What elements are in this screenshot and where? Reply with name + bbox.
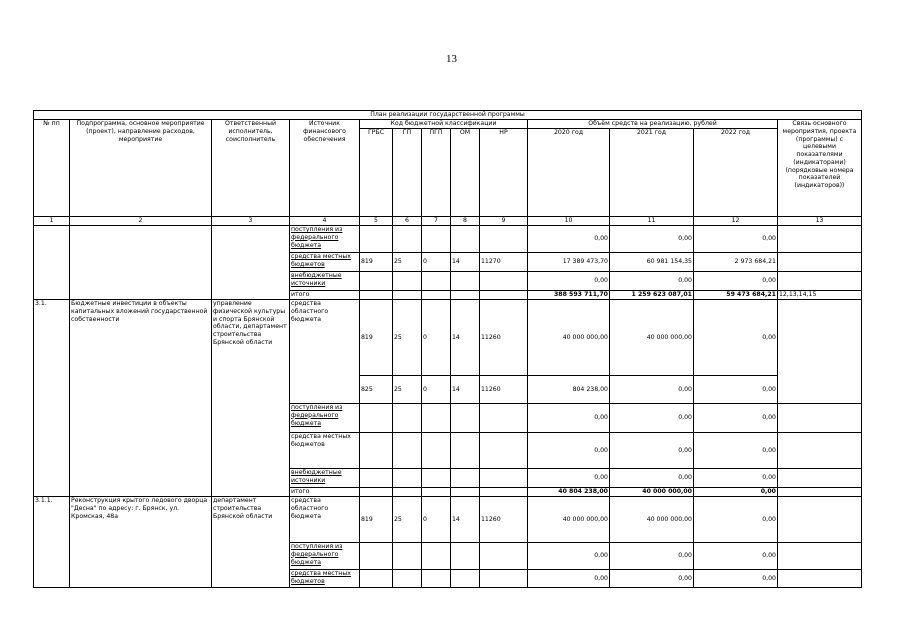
row-pgp: 0 (422, 497, 451, 543)
row-2022: 2 973 684,21 (694, 253, 778, 272)
row-2020: 40 000 000,00 (528, 300, 610, 376)
row-2020: 40 804 238,00 (528, 488, 610, 497)
column-number: 13 (778, 217, 862, 226)
row-2022: 0,00 (694, 488, 778, 497)
row-source: итого (290, 488, 360, 497)
header-source: Источник финансового обеспечения (290, 120, 360, 217)
header-2021: 2021 год (610, 129, 694, 217)
row-2020: 804 238,00 (528, 376, 610, 404)
row-source: поступления из федерального бюджета (290, 543, 360, 570)
row-2021: 0,00 (610, 433, 694, 469)
row-source: средства местных бюджетов (290, 570, 360, 588)
header-om: ОМ (451, 129, 480, 217)
row-grbs: 819 (360, 300, 393, 376)
row-2021: 0,00 (610, 404, 694, 433)
column-number: 4 (290, 217, 360, 226)
row-source: средства областного бюджета (290, 497, 360, 543)
table-title: План реализации государственной программы (34, 111, 862, 120)
row-grbs: 819 (360, 253, 393, 272)
row-pgp: 0 (422, 253, 451, 272)
row-2020: 0,00 (528, 543, 610, 570)
row-2020: 388 593 711,70 (528, 291, 610, 300)
row-gp: 25 (393, 497, 422, 543)
row-2022: 0,00 (694, 570, 778, 588)
row-2021: 0,00 (610, 272, 694, 291)
row-2020: 0,00 (528, 404, 610, 433)
row-2022: 0,00 (694, 433, 778, 469)
column-number: 5 (360, 217, 393, 226)
column-number: 10 (528, 217, 610, 226)
row-2021: 0,00 (610, 376, 694, 404)
column-number: 8 (451, 217, 480, 226)
row-source: поступления из федерального бюджета (290, 226, 360, 253)
plan-table (33, 110, 862, 588)
row-2022: 0,00 (694, 543, 778, 570)
row-nr: 11260 (480, 300, 528, 376)
row-source: внебюджетные источники (290, 272, 360, 291)
row-source: итого (290, 291, 360, 300)
header-num: № пп (34, 120, 70, 217)
row-om: 14 (451, 253, 480, 272)
row-source: поступления из федерального бюджета (290, 404, 360, 433)
column-number: 9 (480, 217, 528, 226)
header-gp: ГП (393, 129, 422, 217)
row-gp: 25 (393, 376, 422, 404)
row-2021: 0,00 (610, 469, 694, 488)
row-gp: 25 (393, 300, 422, 376)
header-amount: Объём средств на реализацию, рублей (528, 120, 778, 129)
row-2022: 0,00 (694, 404, 778, 433)
row-grbs: 825 (360, 376, 393, 404)
row-executor (212, 226, 290, 300)
column-number: 1 (34, 217, 70, 226)
row-2021: 40 000 000,00 (610, 497, 694, 543)
header-executor: Ответственный исполнитель, соисполнитель (212, 120, 290, 217)
header-2020: 2020 год (528, 129, 610, 217)
row-2020: 0,00 (528, 272, 610, 291)
row-om: 14 (451, 300, 480, 376)
table-row (34, 226, 862, 253)
column-number-row (34, 217, 862, 226)
column-number: 11 (610, 217, 694, 226)
row-gp: 25 (393, 253, 422, 272)
row-2021: 40 000 000,00 (610, 488, 694, 497)
row-2022: 0,00 (694, 469, 778, 488)
row-num (34, 226, 70, 300)
header-pgp: ПГП (422, 129, 451, 217)
row-2021: 1 259 623 087,01 (610, 291, 694, 300)
row-2020: 40 000 000,00 (528, 497, 610, 543)
row-2022: 0,00 (694, 226, 778, 253)
row-2022: 59 473 684,21 (694, 291, 778, 300)
table-row (34, 300, 862, 376)
row-2022: 0,00 (694, 497, 778, 543)
header-subprogram: Подпрограмма, основное мероприятие (проект), направление расходов, мероприятие (70, 120, 212, 217)
row-num: 3.1. (34, 300, 70, 497)
row-link: 12,13,14,15 (778, 291, 862, 300)
row-source: средства местных бюджетов (290, 433, 360, 469)
row-executor: департамент строительства Брянской области (212, 497, 290, 588)
column-number: 2 (70, 217, 212, 226)
row-nr: 11270 (480, 253, 528, 272)
column-number: 7 (422, 217, 451, 226)
row-2020: 0,00 (528, 433, 610, 469)
row-source: средства местных бюджетов (290, 253, 360, 272)
column-number: 12 (694, 217, 778, 226)
header-grbs: ГРБС (360, 129, 393, 217)
row-2020: 17 389 473,70 (528, 253, 610, 272)
row-num: 3.1.1. (34, 497, 70, 588)
row-nr: 11260 (480, 376, 528, 404)
table-row (34, 497, 862, 543)
column-number: 3 (212, 217, 290, 226)
header-link: Связь основного мероприятия, проекта (программы) с целевыми показателями (индикаторами) (порядковые номера показателей (индикаторов)) (778, 120, 862, 217)
row-2021: 0,00 (610, 543, 694, 570)
row-2020: 0,00 (528, 226, 610, 253)
row-subprogram: Реконструкция крытого ледового дворца "Десна" по адресу: г. Брянск, ул. Кромская, 48а (70, 497, 212, 588)
row-om: 14 (451, 497, 480, 543)
row-2021: 0,00 (610, 570, 694, 588)
row-subprogram (70, 226, 212, 300)
row-2022: 0,00 (694, 300, 778, 376)
row-pgp: 0 (422, 376, 451, 404)
row-2021: 40 000 000,00 (610, 300, 694, 376)
row-2021: 60 981 154,35 (610, 253, 694, 272)
row-om: 14 (451, 376, 480, 404)
row-executor: управление физической культуры и спорта Брянской области, департамент строительства Брянской области (212, 300, 290, 497)
header-budget-code: Код бюджетной классификации (360, 120, 528, 129)
page-number: 13 (446, 53, 457, 65)
row-source: внебюджетные источники (290, 469, 360, 488)
row-2020: 0,00 (528, 469, 610, 488)
row-2020: 0,00 (528, 570, 610, 588)
row-pgp: 0 (422, 300, 451, 376)
row-grbs: 819 (360, 497, 393, 543)
row-2022: 0,00 (694, 272, 778, 291)
column-number: 6 (393, 217, 422, 226)
row-subprogram: Бюджетные инвестиции в объекты капитальных вложений государственной собственности (70, 300, 212, 497)
header-nr: НР (480, 129, 528, 217)
row-nr: 11260 (480, 497, 528, 543)
row-source: средства областного бюджета (290, 300, 360, 404)
row-2021: 0,00 (610, 226, 694, 253)
header-2022: 2022 год (694, 129, 778, 217)
row-2022: 0,00 (694, 376, 778, 404)
